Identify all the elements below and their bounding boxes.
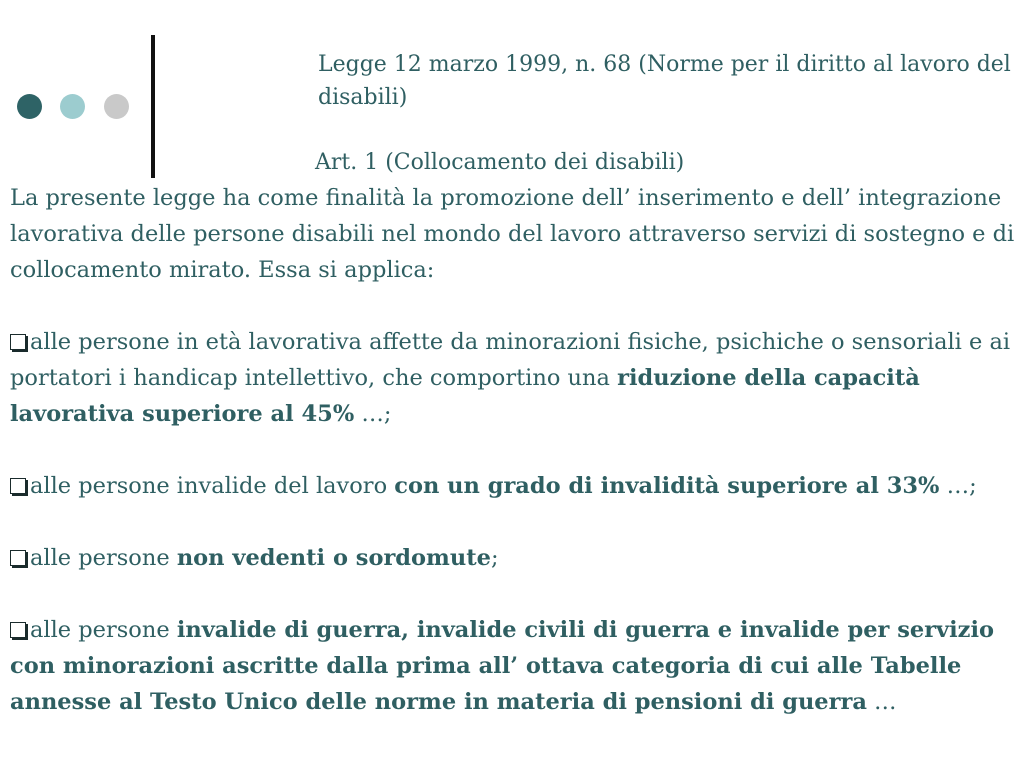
bullet-item xyxy=(10,612,1020,720)
bullet-text: alle persone xyxy=(30,617,177,643)
bullet-item xyxy=(10,468,1020,504)
bullet-bold-text: riduzione della capacità lavorativa superiore al 45% xyxy=(10,365,920,427)
bullet-bold-text: non vedenti o sordomute xyxy=(176,545,491,571)
decorative-dots xyxy=(17,94,132,120)
bullet-item xyxy=(10,540,1020,576)
dot-dark-teal xyxy=(17,94,42,119)
bullet-text: alle persone invalide del lavoro xyxy=(30,473,395,499)
slide-title: Legge 12 marzo 1999, n. 68 (Norme per il diritto al lavoro del disabili) xyxy=(318,52,1011,110)
bullet-bold-text: con un grado di invalidità superiore al 33% xyxy=(394,473,940,499)
bullet-bold-text: invalide di guerra, invalide civili di guerra e invalide per servizio con minorazioni ascritte dalla prima all’ ottava categoria di cui alle Tabelle annesse al Testo Unico delle norme in materia di pensioni di guerra xyxy=(10,617,994,715)
slide-subtitle: Art. 1 (Collocamento dei disabili) xyxy=(315,150,685,175)
bullet-text: alle persone in età lavorativa affette da minorazioni fisiche, psichiche o sensoriali e ai portatori i handicap intellettivo, che comportino una xyxy=(10,329,1011,391)
checkbox-square-icon xyxy=(10,550,26,566)
bullet-suffix: …; xyxy=(939,473,977,499)
dot-light-teal xyxy=(60,94,85,119)
bullet-text: alle persone xyxy=(30,545,177,571)
slide-body xyxy=(10,180,1020,720)
bullet-suffix: … xyxy=(866,689,897,715)
checkbox-square-icon xyxy=(10,622,26,638)
checkbox-square-icon xyxy=(10,334,26,350)
bullet-item xyxy=(10,324,1020,432)
checkbox-square-icon xyxy=(10,478,26,494)
vertical-divider xyxy=(151,35,155,178)
bullet-suffix: ; xyxy=(490,545,499,571)
dot-grey xyxy=(104,94,129,119)
intro-paragraph: La presente legge ha come finalità la promozione dell’ inserimento e dell’ integrazione lavorativa delle persone disabili nel mondo del lavoro attraverso servizi di sostegno e di collocamento mirato. Essa si applica: xyxy=(10,185,1015,283)
bullet-suffix: …; xyxy=(354,401,392,427)
